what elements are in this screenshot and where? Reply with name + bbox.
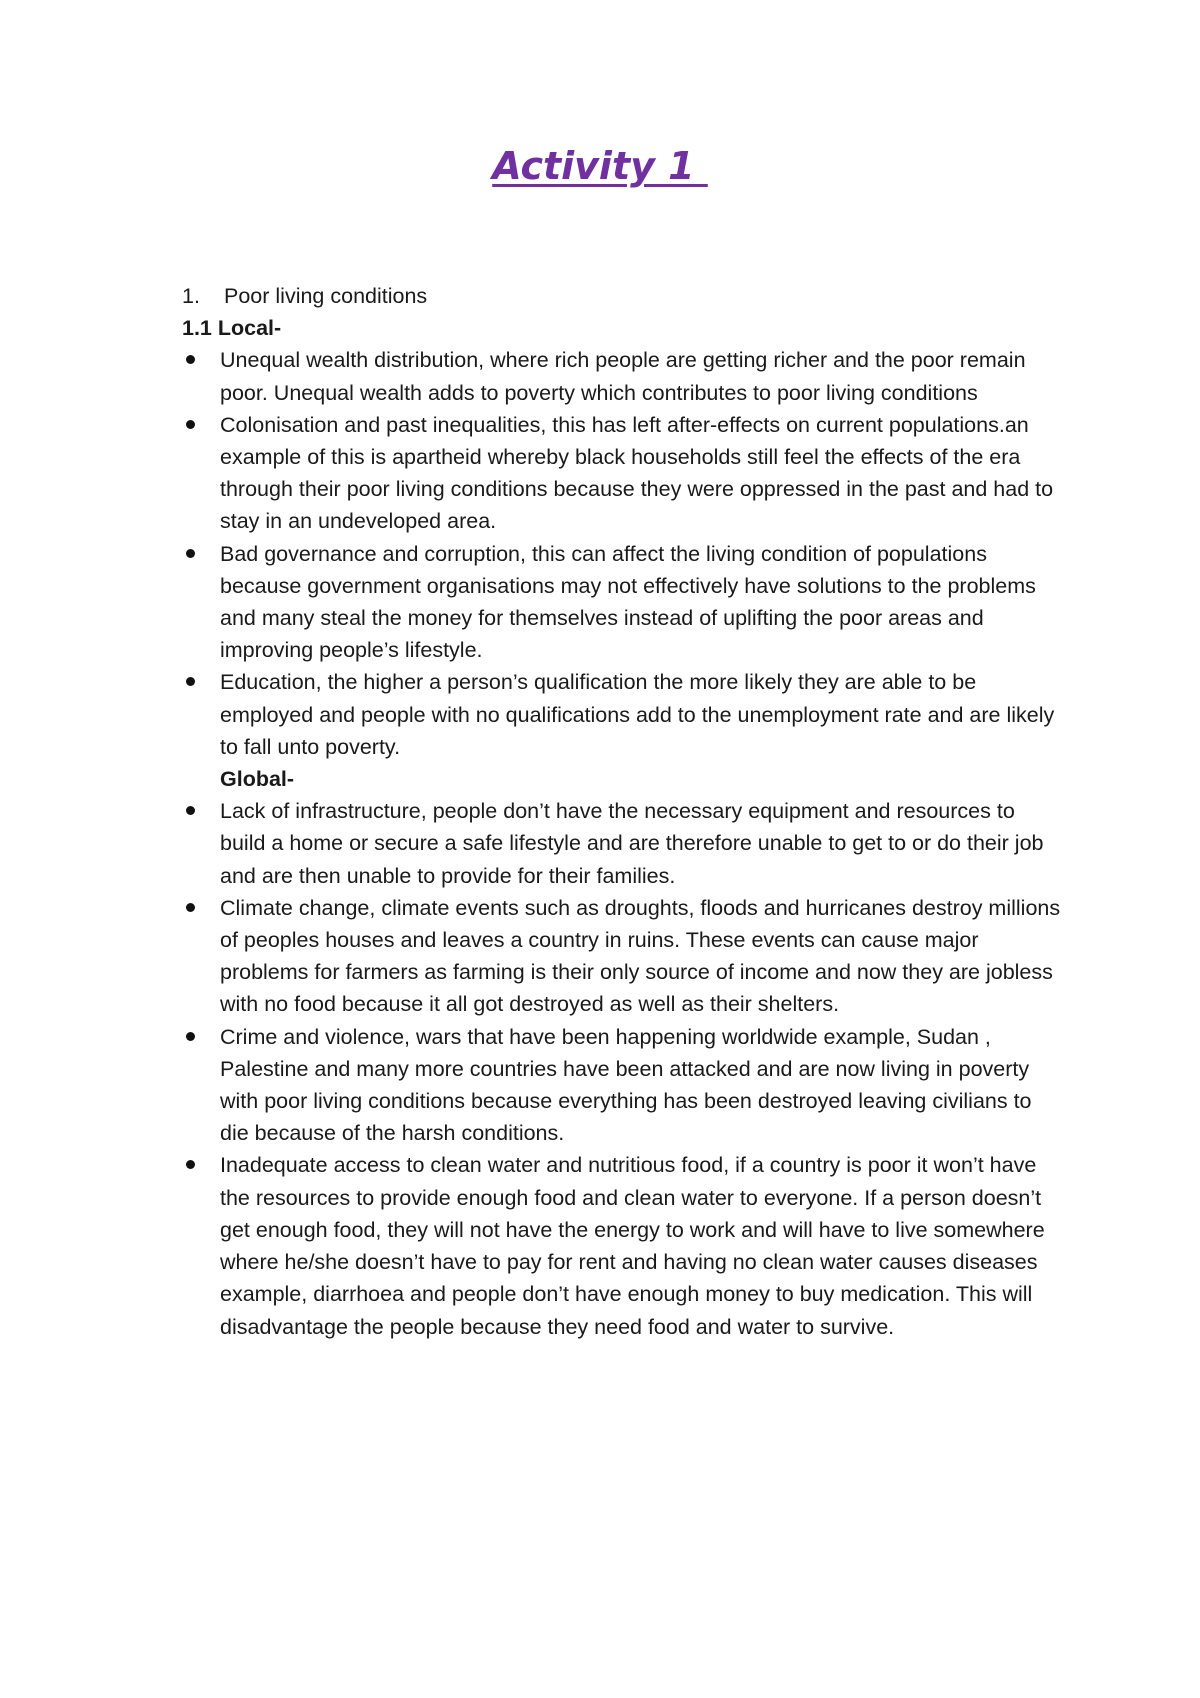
page-title-text: Activity 1 — [492, 144, 708, 188]
list-item-text: Colonisation and past inequalities, this has left after-effects on current populations.an example of this is apartheid whereby black households still feel the effects of the era through their poor living conditions because they were oppressed in the past and had to stay in an undeveloped area. — [220, 412, 1054, 534]
list-item — [182, 538, 1062, 667]
list-item-text: Crime and violence, wars that have been happening worldwide example, Sudan , Palestine and many more countries have been attacked and are now living in poverty with poor living conditions because everything has been destroyed leaving civilians to die because of the harsh conditions. — [220, 1024, 1032, 1146]
bullet-icon — [186, 355, 195, 364]
page-title — [0, 143, 1200, 189]
list-item — [182, 409, 1062, 538]
bullet-icon — [186, 420, 195, 429]
list-item — [182, 892, 1062, 1021]
list-item — [182, 1021, 1062, 1150]
document-body — [182, 280, 1062, 1343]
bullet-icon — [186, 806, 195, 815]
bullet-icon — [186, 903, 195, 912]
list-item — [182, 795, 1062, 892]
bullet-icon — [186, 1032, 195, 1041]
global-heading: Global- — [220, 767, 295, 792]
section-heading-text: Poor living conditions — [224, 284, 428, 308]
list-item — [182, 666, 1062, 763]
list-item-text: Climate change, climate events such as droughts, floods and hurricanes destroy millions of peoples houses and leaves a country in ruins. These events can cause major problems for farmers as farming is their only source of income and now they are jobless with no food because it all got destroyed as well as their shelters. — [220, 895, 1061, 1017]
section-number: 1. — [182, 284, 200, 308]
list-item-text: Inadequate access to clean water and nutritious food, if a country is poor it won’t have the resources to provide enough food and clean water to everyone. If a person doesn’t get enough food, they will not have the energy to work and will have to live somewhere where he/she doesn’t have to pay for rent and having no clean water causes diseases example, diarrhoea and people don’t have enough money to buy medication. This will disadvantage the people because they need food and water to survive. — [220, 1153, 1045, 1339]
list-item-text: Education, the higher a person’s qualification the more likely they are able to be employed and people with no qualifications add to the unemployment rate and are likely to fall unto poverty. — [220, 670, 1055, 759]
global-list — [182, 795, 1062, 1342]
list-item-text: Lack of infrastructure, people don’t have the necessary equipment and resources to build a home or secure a safe lifestyle and are therefore unable to get to or do their job and are then unable to provide for their families. — [220, 799, 1044, 888]
bullet-icon — [186, 549, 195, 558]
list-item-text: Unequal wealth distribution, where rich people are getting richer and the poor remain poor. Unequal wealth adds to poverty which contributes to poor living conditions — [220, 348, 1026, 405]
local-heading: 1.1 Local- — [182, 316, 282, 341]
local-list — [182, 344, 1062, 763]
section-heading — [182, 280, 1062, 312]
list-item-text: Bad governance and corruption, this can affect the living condition of populations because government organisations may not effectively have solutions to the problems and many steal the money for themselves instead of uplifting the poor areas and improving people’s lifestyle. — [220, 541, 1036, 663]
bullet-icon — [186, 677, 195, 686]
list-item — [182, 344, 1062, 408]
bullet-icon — [186, 1160, 195, 1169]
list-item — [182, 1149, 1062, 1342]
